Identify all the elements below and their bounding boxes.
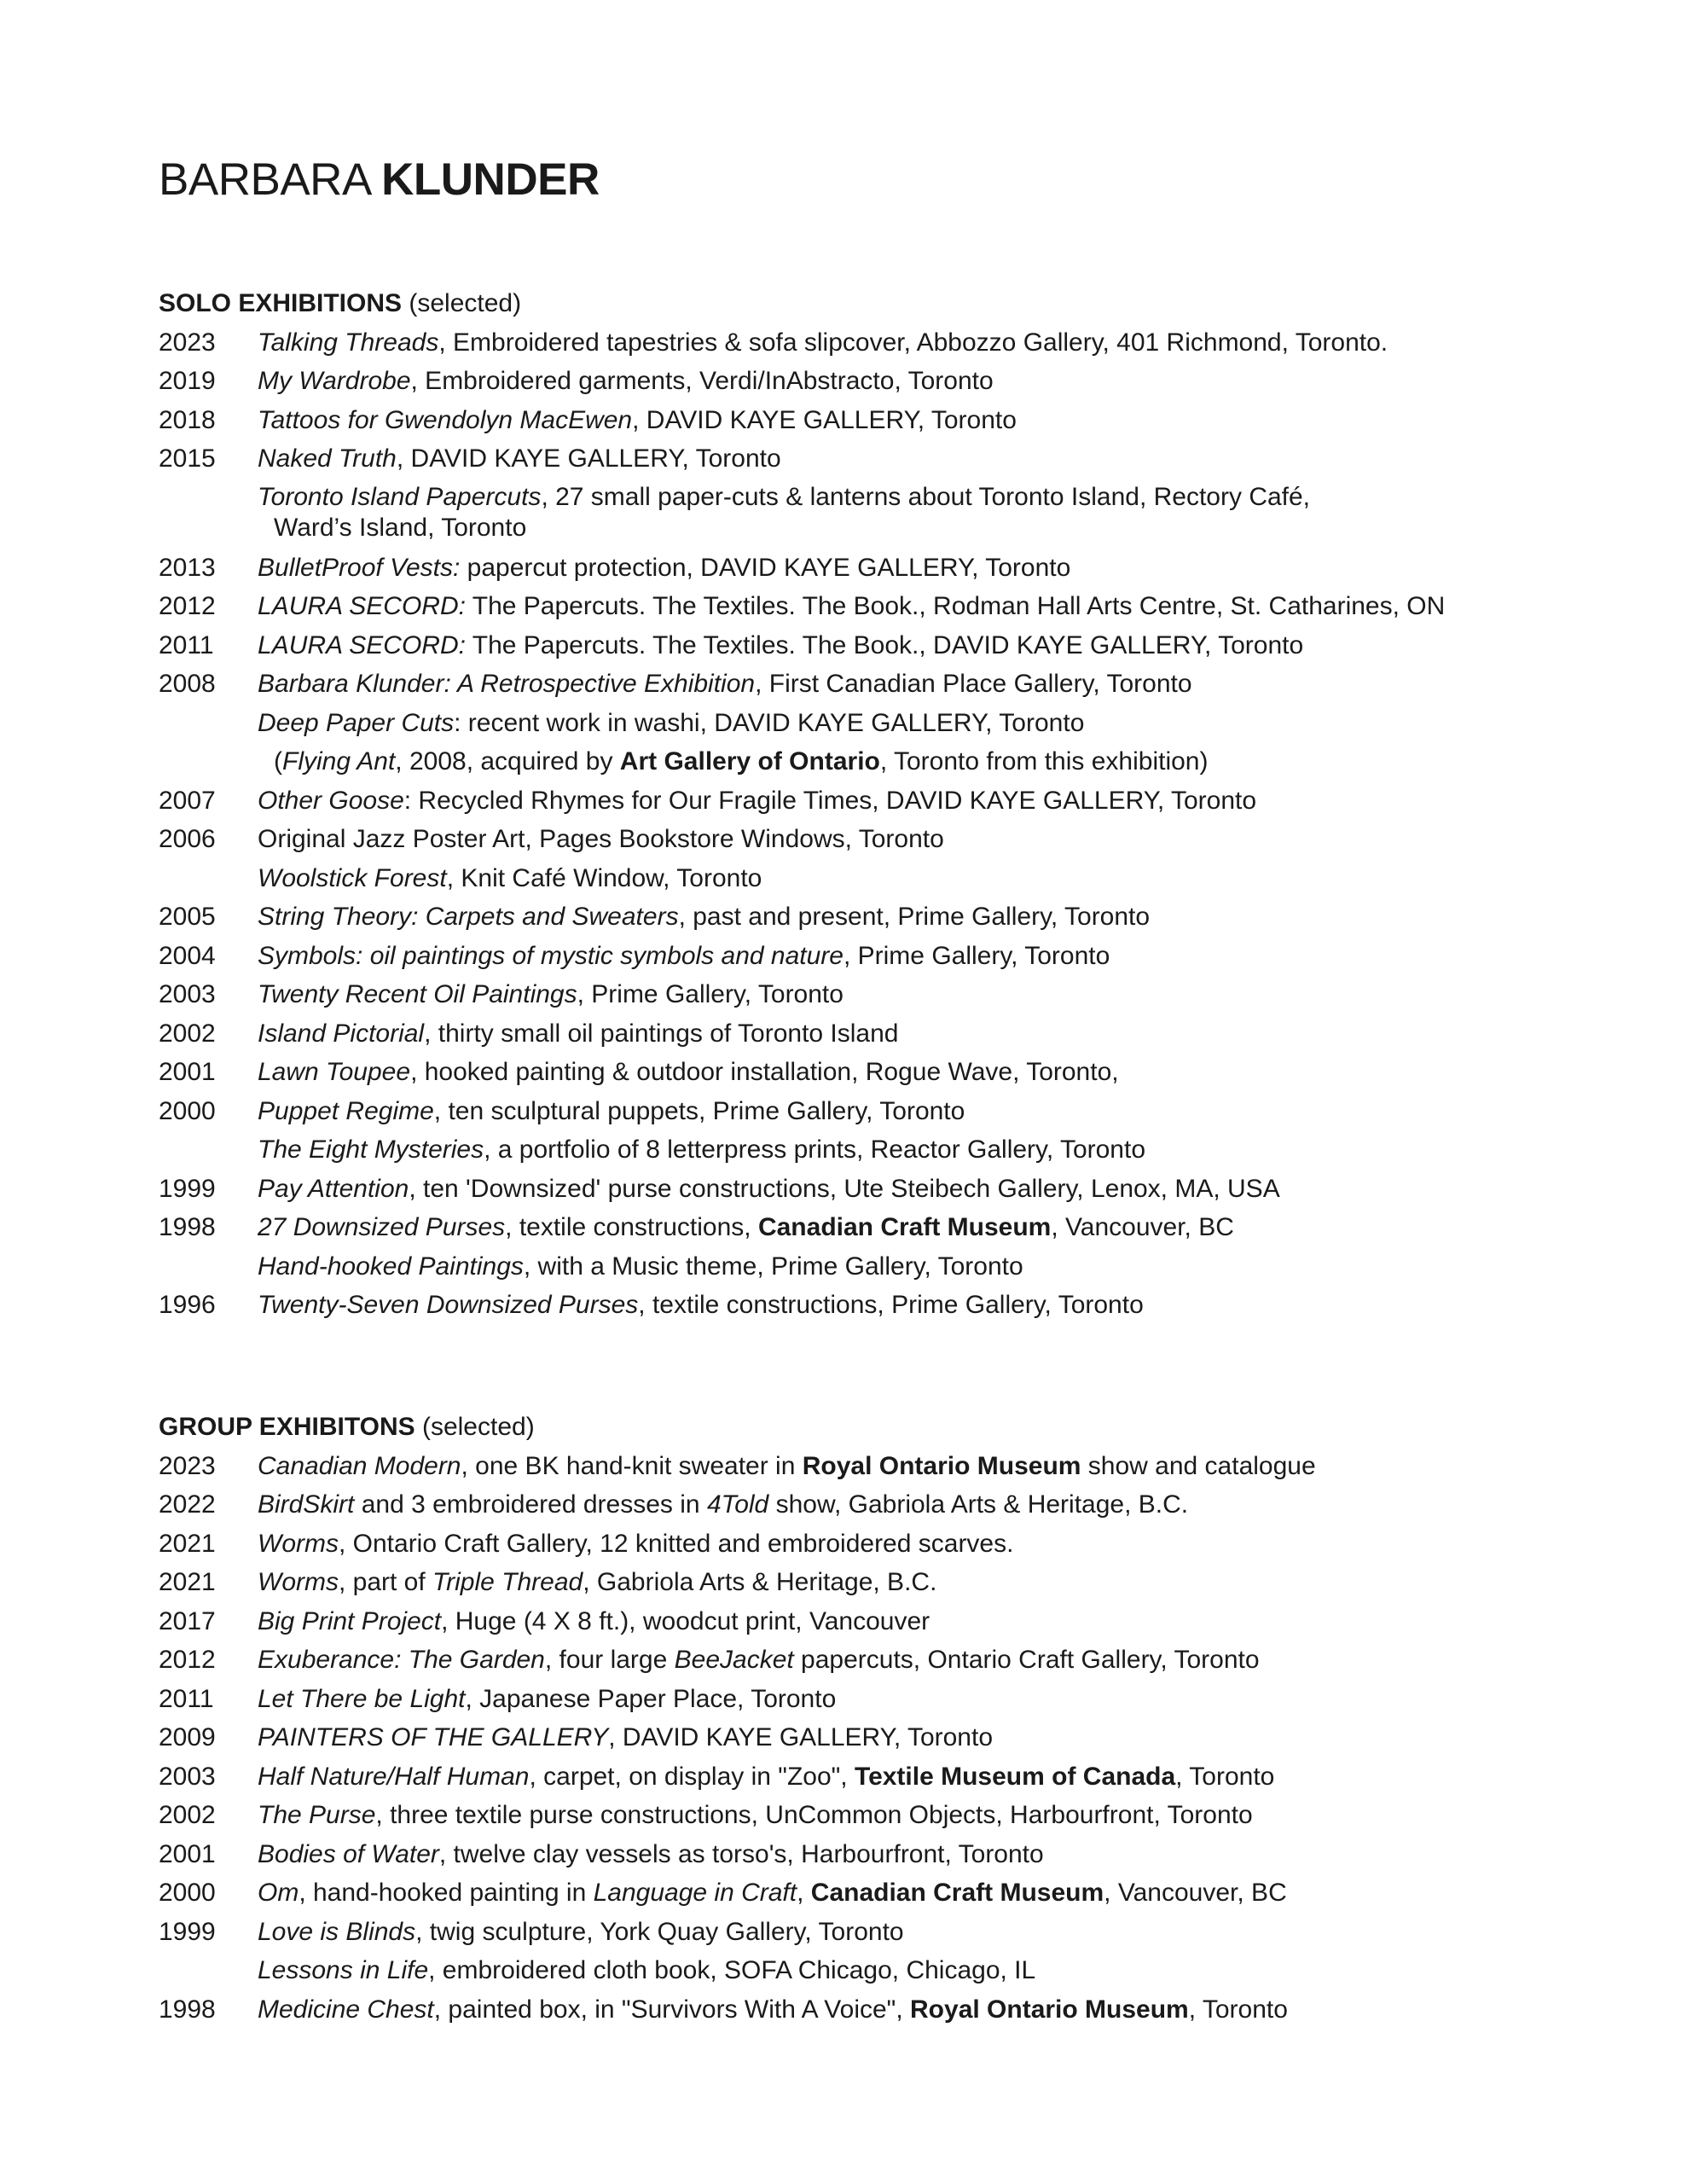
entry-line (258, 1685, 836, 1713)
entry-line (258, 980, 844, 1008)
entry-year: 2001 (159, 1058, 216, 1086)
entry-description (258, 1641, 1626, 1680)
entry-text: ( (274, 747, 282, 775)
exhibition-entry (159, 665, 1626, 704)
exhibition-entry (159, 1053, 1626, 1092)
exhibition-entry (159, 1913, 1626, 1952)
entry-text: , Toronto (1188, 1995, 1288, 2024)
exhibition-entry (159, 781, 1626, 821)
entry-line (258, 1995, 1288, 2024)
entry-line (258, 787, 1256, 815)
exhibition-entry (159, 1208, 1626, 1247)
entry-title: The Eight Mysteries (258, 1136, 484, 1164)
entry-line (258, 903, 1150, 931)
entry-line (274, 747, 1208, 775)
exhibition-entry (159, 937, 1626, 976)
exhibition-entry (159, 1563, 1626, 1602)
entry-year: 2023 (159, 328, 216, 357)
entry-title: Barbara Klunder: A Retrospective Exhibition (258, 670, 756, 698)
entry-text: papercut protection, DAVID KAYE GALLERY, Toronto (460, 553, 1071, 582)
entry-line (258, 1607, 930, 1635)
entry-line (258, 1723, 993, 1751)
entry-text: , Toronto from this exhibition) (879, 747, 1209, 775)
entry-text: , thirty small oil paintings of Toronto Island (424, 1019, 899, 1048)
exhibition-entry (159, 1286, 1626, 1325)
artist-last-name: KLUNDER (381, 154, 600, 205)
entry-text: , embroidered cloth book, SOFA Chicago, Chicago, IL (428, 1956, 1036, 1984)
entry-title: Language in Craft (593, 1879, 797, 1907)
solo-exhibitions-qualifier: (selected) (409, 289, 522, 317)
entry-text: , 27 small paper-cuts & lanterns about Toronto Island, Rectory Café, (541, 482, 1311, 511)
entry-description (258, 1718, 1626, 1757)
entry-description (258, 1680, 1626, 1719)
entry-description (258, 1951, 1626, 1990)
entry-description (258, 1913, 1626, 1952)
entry-line (258, 1646, 1260, 1674)
entry-line (258, 328, 1388, 357)
entry-year: 2022 (159, 1490, 216, 1519)
entry-year: 2002 (159, 1019, 216, 1048)
entry-description (258, 1092, 1626, 1131)
entry-line (258, 592, 1445, 620)
entry-title: Lawn Toupee (258, 1058, 411, 1086)
entry-text: papercuts, Ontario Craft Gallery, Toronto (793, 1646, 1260, 1674)
entry-title: My Wardrobe (258, 367, 411, 395)
entry-year: 2023 (159, 1451, 216, 1480)
entry-year: 1998 (159, 1213, 216, 1241)
entry-line (258, 1530, 1013, 1558)
entry-title: The Purse (258, 1801, 376, 1829)
entry-title: Flying Ant (282, 747, 396, 775)
entry-year: 2017 (159, 1606, 216, 1635)
entry-title: Tattoos for Gwendolyn MacEwen (258, 405, 633, 434)
entry-title: Twenty Recent Oil Paintings (258, 980, 577, 1008)
entry-description (258, 401, 1626, 440)
entry-text: , carpet, on display in "Zoo", (529, 1762, 855, 1791)
exhibition-entry (159, 820, 1626, 859)
entry-title: Canadian Modern (258, 1451, 461, 1480)
entry-year: 2003 (159, 980, 216, 1008)
entry-year: 2019 (159, 367, 216, 395)
entry-venue-bold: Royal Ontario Museum (910, 1995, 1189, 2024)
cv-page (159, 150, 1626, 2024)
entry-description (258, 1447, 1626, 1486)
entry-title: Hand-hooked Paintings (258, 1252, 524, 1281)
entry-continuation: Ward’s Island, Toronto (274, 513, 527, 542)
exhibition-entry (159, 1525, 1626, 1564)
entry-title: Let There be Light (258, 1684, 466, 1713)
entry-year: 2015 (159, 444, 216, 473)
entry-line (258, 554, 1070, 582)
entry-year: 2002 (159, 1801, 216, 1829)
entry-description (258, 975, 1626, 1014)
entry-text: , one BK hand-knit sweater in (461, 1451, 803, 1480)
entry-text: : recent work in washi, DAVID KAYE GALLERY, Toronto (454, 708, 1085, 737)
group-exhibitions-title: GROUP EXHIBITONS (159, 1413, 415, 1441)
entry-title: Naked Truth (258, 444, 397, 473)
exhibition-entry (159, 626, 1626, 665)
entry-description (258, 665, 1626, 704)
entry-year: 2004 (159, 941, 216, 970)
entry-title: Worms (258, 1568, 339, 1596)
exhibition-entry (159, 1835, 1626, 1874)
exhibition-entry (159, 549, 1626, 588)
exhibition-entry (159, 859, 1626, 898)
exhibition-entry (159, 1014, 1626, 1054)
exhibition-entry (159, 1757, 1626, 1797)
solo-exhibitions-title: SOLO EXHIBITIONS (159, 289, 403, 317)
entry-description (258, 1757, 1626, 1797)
entry-title: Bodies of Water (258, 1839, 439, 1868)
entry-year: 1996 (159, 1291, 216, 1319)
entry-line (258, 670, 1192, 698)
exhibition-entry (159, 1641, 1626, 1680)
entry-description (258, 1563, 1626, 1602)
entry-description (258, 482, 1626, 543)
entry-year: 2003 (159, 1762, 216, 1791)
entry-title: PAINTERS OF THE GALLERY (258, 1723, 609, 1751)
entry-line (258, 709, 1084, 737)
entry-title: LAURA SECORD: (258, 630, 466, 659)
exhibition-entry (159, 1130, 1626, 1170)
entry-text: , Gabriola Arts & Heritage, B.C. (583, 1568, 937, 1596)
entry-text: , with a Music theme, Prime Gallery, Toronto (523, 1252, 1023, 1281)
entry-line (258, 1763, 1274, 1791)
entry-text: , Japanese Paper Place, Toronto (465, 1684, 837, 1713)
entry-description (258, 587, 1626, 626)
entry-year: 1999 (159, 1174, 216, 1203)
group-exhibitions-qualifier: (selected) (421, 1413, 535, 1441)
entry-text: : Recycled Rhymes for Our Fragile Times, DAVID KAYE GALLERY, Toronto (403, 786, 1257, 815)
entry-text: Original Jazz Poster Art, Pages Bookstore Windows, Toronto (258, 825, 944, 853)
entry-line (258, 1019, 899, 1048)
entry-text: , ten 'Downsized' purse constructions, Ute Steibech Gallery, Lenox, MA, USA (409, 1174, 1280, 1203)
exhibition-entry (159, 742, 1626, 781)
entry-line (258, 1452, 1316, 1480)
entry-line (258, 1097, 965, 1125)
exhibition-entry (159, 482, 1626, 543)
entry-text: The Papercuts. The Textiles. The Book., DAVID KAYE GALLERY, Toronto (465, 630, 1304, 659)
entry-line (258, 444, 781, 473)
exhibition-entry (159, 1718, 1626, 1757)
entry-text: , past and present, Prime Gallery, Toronto (678, 903, 1151, 931)
entry-description (258, 859, 1626, 898)
entry-title: String Theory: Carpets and Sweaters (258, 903, 679, 931)
entry-title: Exuberance: The Garden (258, 1646, 545, 1674)
entry-description (258, 549, 1626, 588)
exhibition-entry (159, 587, 1626, 626)
entry-venue-bold: Canadian Craft Museum (810, 1879, 1104, 1907)
exhibition-entry (159, 1485, 1626, 1525)
entry-line (258, 1252, 1023, 1281)
entry-line (258, 1840, 1044, 1868)
exhibition-entry (159, 1990, 1626, 2030)
entry-year: 2018 (159, 405, 216, 434)
entry-text: , hooked painting & outdoor installation, Rogue Wave, Toronto, (410, 1058, 1119, 1086)
entry-description (258, 1286, 1626, 1325)
entry-text: , DAVID KAYE GALLERY, Toronto (608, 1723, 994, 1751)
entry-text: , ten sculptural puppets, Prime Gallery, Toronto (433, 1096, 965, 1125)
entry-year: 2008 (159, 670, 216, 698)
entry-title: Talking Threads (258, 328, 439, 357)
entry-title: Big Print Project (258, 1606, 442, 1635)
entry-description (258, 781, 1626, 821)
entry-title: BirdSkirt (258, 1490, 355, 1519)
entry-description (258, 1130, 1626, 1170)
artist-first-name: BARBARA (159, 154, 369, 205)
entry-description (258, 742, 1626, 781)
entry-description (258, 937, 1626, 976)
entry-title: 4Told (706, 1490, 769, 1519)
entry-text: , four large (544, 1646, 675, 1674)
entry-title: Twenty-Seven Downsized Purses (258, 1291, 639, 1319)
exhibition-entry (159, 1951, 1626, 1990)
entry-description (258, 362, 1626, 401)
exhibition-entry (159, 1602, 1626, 1641)
exhibition-entry (159, 897, 1626, 937)
exhibition-entry (159, 362, 1626, 401)
entry-year: 2007 (159, 786, 216, 815)
group-exhibitions-list (159, 1447, 1626, 2030)
entry-line (258, 483, 1310, 511)
entry-year: 1998 (159, 1995, 216, 2024)
exhibition-entry (159, 1447, 1626, 1486)
entry-text: , Toronto (1175, 1762, 1275, 1791)
solo-exhibitions-heading (159, 284, 1626, 323)
entry-text: , Knit Café Window, Toronto (446, 863, 762, 892)
entry-title: Lessons in Life (258, 1956, 429, 1984)
entry-year: 2011 (159, 1684, 214, 1713)
entry-title: Medicine Chest (258, 1995, 434, 2024)
entry-year (159, 1130, 258, 1170)
entry-title: 27 Downsized Purses (258, 1213, 506, 1241)
entry-year: 2009 (159, 1723, 216, 1751)
entry-text: , Huge (4 X 8 ft.), woodcut print, Vancouver (441, 1606, 930, 1635)
entry-text: show, Gabriola Arts & Heritage, B.C. (768, 1490, 1189, 1519)
entry-line (258, 1568, 936, 1596)
entry-title: Triple Thread (432, 1568, 583, 1596)
entry-year: 2011 (159, 630, 214, 659)
entry-title: Worms (258, 1529, 339, 1558)
entry-text: , hand-hooked painting in (299, 1879, 594, 1907)
entry-year: 2012 (159, 592, 216, 620)
entry-venue-bold: Royal Ontario Museum (802, 1451, 1081, 1480)
entry-line (258, 864, 762, 892)
exhibition-entry (159, 1680, 1626, 1719)
entry-line (258, 1879, 1287, 1907)
entry-title: Deep Paper Cuts (258, 708, 455, 737)
entry-description (258, 323, 1626, 363)
entry-title: Love is Blinds (258, 1917, 416, 1946)
entry-line (258, 942, 1110, 970)
entry-text: and 3 embroidered dresses in (354, 1490, 707, 1519)
entry-description (258, 1602, 1626, 1641)
entry-text: show and catalogue (1081, 1451, 1316, 1480)
entry-title: Half Nature/Half Human (258, 1762, 530, 1791)
entry-description (258, 1170, 1626, 1209)
entry-text: , Ontario Craft Gallery, 12 knitted and embroidered scarves. (338, 1529, 1014, 1558)
entry-year (159, 1247, 258, 1287)
entry-description (258, 820, 1626, 859)
entry-text: , twelve clay vessels as torso's, Harbourfront, Toronto (438, 1839, 1044, 1868)
entry-line (258, 1213, 1234, 1241)
entry-line (258, 406, 1017, 434)
entry-year: 2000 (159, 1096, 216, 1125)
entry-text: , First Canadian Place Gallery, Toronto (755, 670, 1192, 698)
exhibition-entry (159, 975, 1626, 1014)
entry-title: BeeJacket (674, 1646, 794, 1674)
entry-year: 2000 (159, 1879, 216, 1907)
entry-text: , painted box, in "Survivors With A Voice", (433, 1995, 911, 2024)
entry-description (258, 1873, 1626, 1913)
exhibition-entry (159, 323, 1626, 363)
entry-description (258, 1247, 1626, 1287)
entry-year: 2005 (159, 903, 216, 931)
entry-text: , DAVID KAYE GALLERY, Toronto (396, 444, 781, 473)
exhibition-entry (159, 704, 1626, 743)
entry-text: , Embroidered tapestries & sofa slipcover, Abbozzo Gallery, 401 Richmond, Toronto. (438, 328, 1388, 357)
entry-line (258, 1058, 1119, 1086)
entry-description (258, 626, 1626, 665)
exhibition-entry (159, 1796, 1626, 1835)
entry-line (258, 825, 944, 853)
entry-text: , Embroidered garments, Verdi/InAbstracto, Toronto (410, 367, 994, 395)
entry-venue-bold: Art Gallery of Ontario (619, 747, 880, 775)
entry-line (258, 1175, 1280, 1203)
entry-title: LAURA SECORD: (258, 592, 466, 620)
entry-line (258, 367, 994, 395)
entry-description (258, 1990, 1626, 2030)
entry-description (258, 1014, 1626, 1054)
exhibition-entry (159, 1873, 1626, 1913)
entry-year: 2012 (159, 1646, 216, 1674)
exhibition-entry (159, 1092, 1626, 1131)
entry-description (258, 704, 1626, 743)
entry-venue-bold: Textile Museum of Canada (854, 1762, 1176, 1791)
entry-text: , twig sculpture, York Quay Gallery, Toronto (415, 1917, 904, 1946)
entry-text: , three textile purse constructions, UnCommon Objects, Harbourfront, Toronto (375, 1801, 1253, 1829)
entry-year: 2021 (159, 1529, 216, 1558)
entry-year (159, 742, 258, 781)
entry-description (258, 439, 1626, 479)
entry-year (159, 704, 258, 743)
entry-year (159, 482, 258, 543)
group-exhibitions-heading (159, 1408, 1626, 1447)
entry-text: The Papercuts. The Textiles. The Book., Rodman Hall Arts Centre, St. Catharines, ON (465, 592, 1446, 620)
entry-title: Symbols: oil paintings of mystic symbols and nature (258, 941, 844, 970)
entry-year: 2006 (159, 825, 216, 853)
entry-line (258, 1291, 1144, 1319)
entry-title: Toronto Island Papercuts (258, 482, 542, 511)
entry-line (258, 1956, 1035, 1984)
entry-line (258, 1490, 1188, 1519)
entry-title: Island Pictorial (258, 1019, 425, 1048)
entry-title: Woolstick Forest (258, 863, 447, 892)
entry-title: Pay Attention (258, 1174, 409, 1203)
entry-title: Other Goose (258, 786, 404, 815)
entry-description (258, 1053, 1626, 1092)
entry-text: , DAVID KAYE GALLERY, Toronto (632, 405, 1017, 434)
group-exhibitions-section (159, 1408, 1626, 2029)
exhibition-entry (159, 1170, 1626, 1209)
entry-year: 1999 (159, 1917, 216, 1946)
entry-text: , Prime Gallery, Toronto (577, 980, 844, 1008)
entry-title: Om (258, 1879, 299, 1907)
entry-text: , textile constructions, (505, 1213, 758, 1241)
entry-venue-bold: Canadian Craft Museum (757, 1213, 1052, 1241)
entry-title: BulletProof Vests: (258, 553, 461, 582)
artist-name (159, 150, 1626, 210)
solo-exhibitions-section (159, 284, 1626, 1325)
entry-text: , part of (338, 1568, 433, 1596)
solo-exhibitions-list (159, 323, 1626, 1325)
entry-title: Puppet Regime (258, 1096, 434, 1125)
entry-line (258, 631, 1303, 659)
exhibition-entry (159, 1247, 1626, 1287)
entry-text: , (797, 1879, 811, 1907)
entry-line (258, 1136, 1145, 1164)
entry-year: 2013 (159, 553, 216, 582)
entry-year (159, 1951, 258, 1990)
entry-line (258, 1801, 1253, 1829)
entry-description (258, 1208, 1626, 1247)
entry-description (258, 897, 1626, 937)
entry-text: , Prime Gallery, Toronto (843, 941, 1110, 970)
entry-description (258, 1796, 1626, 1835)
entry-text: , Vancouver, BC (1051, 1213, 1234, 1241)
exhibition-entry (159, 439, 1626, 479)
entry-description (258, 1525, 1626, 1564)
entry-text: , Vancouver, BC (1104, 1879, 1287, 1907)
entry-line (258, 1918, 904, 1946)
entry-year: 2001 (159, 1839, 216, 1868)
entry-text: , 2008, acquired by (395, 747, 620, 775)
entry-description (258, 1835, 1626, 1874)
entry-year: 2021 (159, 1568, 216, 1596)
entry-year (159, 859, 258, 898)
entry-text: , a portfolio of 8 letterpress prints, Reactor Gallery, Toronto (484, 1136, 1146, 1164)
exhibition-entry (159, 401, 1626, 440)
entry-description (258, 1485, 1626, 1525)
entry-text: , textile constructions, Prime Gallery, Toronto (638, 1291, 1144, 1319)
